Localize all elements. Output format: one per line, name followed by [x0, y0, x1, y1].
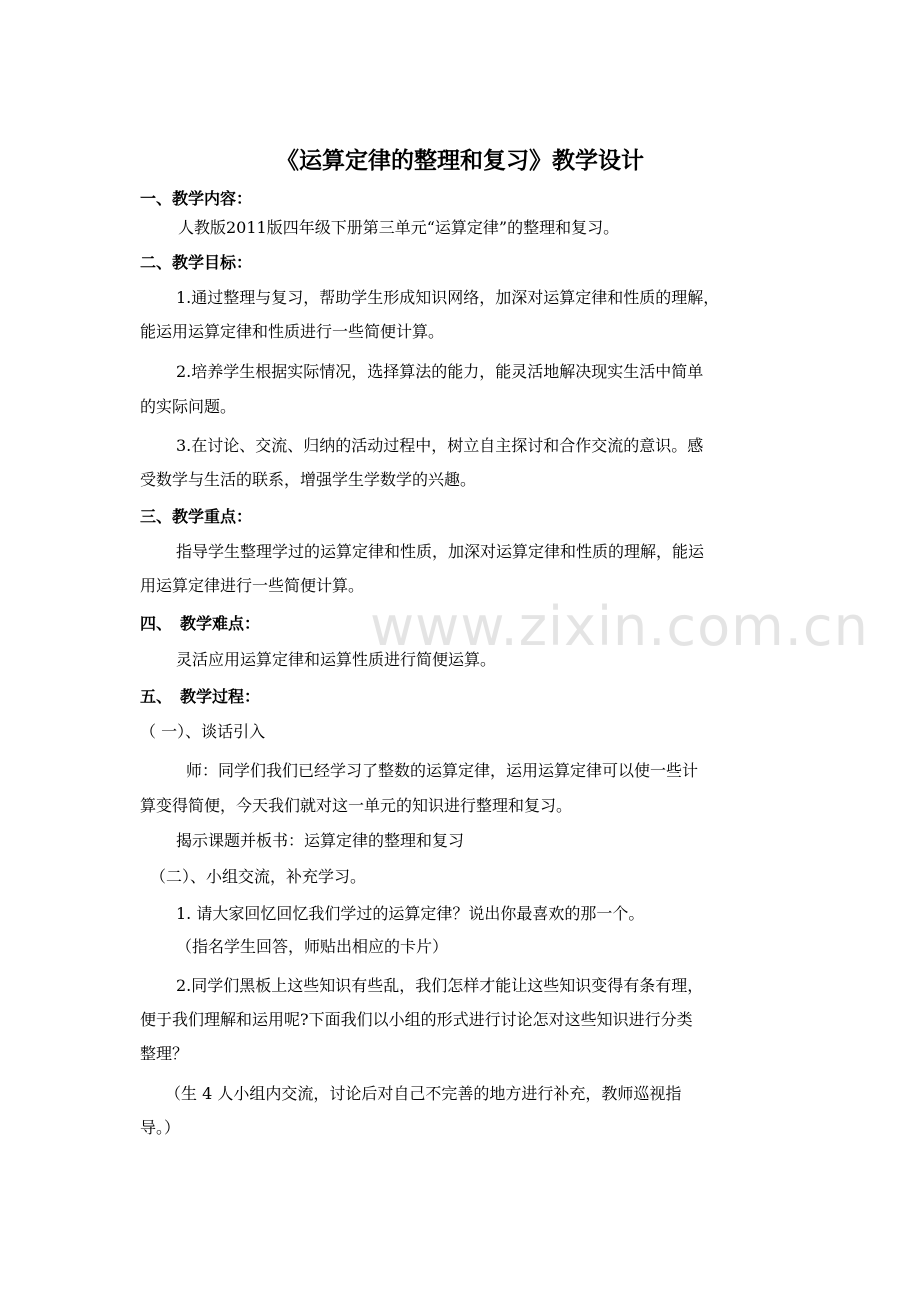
paragraph-line: 导。）: [140, 1118, 181, 1137]
paragraph-line: 的实际问题。: [140, 397, 237, 416]
section-heading-difficulties: 四、 教学难点：: [140, 614, 261, 633]
section-heading-goals: 二、教学目标：: [140, 253, 253, 272]
paragraph-line: （指名学生回答，师贴出相应的卡片）: [176, 937, 449, 956]
paragraph-line: （生 4 人小组内交流，讨论后对自己不完善的地方进行补充，教师巡视指: [165, 1084, 682, 1103]
paragraph-line: 用运算定律进行一些简便计算。: [140, 576, 365, 595]
section-heading-process: 五、 教学过程：: [140, 687, 261, 706]
paragraph-line: 整理？: [140, 1044, 189, 1063]
paragraph-line: 指导学生整理学过的运算定律和性质，加深对运算定律和性质的理解，能运: [176, 542, 705, 561]
paragraph-line: 揭示课题并板书：运算定律的整理和复习: [176, 831, 465, 850]
paragraph-line: 3.在讨论、交流、归纳的活动过程中，树立自主探讨和合作交流的意识。感: [176, 436, 704, 455]
paragraph-line: 灵活应用运算定律和运算性质进行简便运算。: [176, 650, 497, 669]
paragraph-line: 2.同学们黑板上这些知识有些乱，我们怎样才能让这些知识变得有条有理，: [176, 976, 704, 995]
paragraph-line: 人教版2011版四年级下册第三单元“运算定律”的整理和复习。: [178, 218, 620, 237]
paragraph-line: 算变得简便，今天我们就对这一单元的知识进行整理和复习。: [140, 796, 573, 815]
paragraph-line: 1. 请大家回忆回忆我们学过的运算定律？说出你最喜欢的那一个。: [176, 904, 645, 923]
paragraph-line: 能运用运算定律和性质进行一些简便计算。: [140, 322, 445, 341]
subsection-heading: （ 一）、谈话引入: [140, 722, 266, 741]
paragraph-line: 师：同学们我们已经学习了整数的运算定律，运用运算定律可以使一些计: [186, 761, 699, 780]
paragraph-line: 2.培养学生根据实际情况，选择算法的能力，能灵活地解决现实生活中简单: [176, 362, 704, 381]
watermark: www.zixin.com.cn: [370, 595, 869, 658]
paragraph-line: 受数学与生活的联系，增强学生学数学的兴趣。: [140, 470, 477, 489]
document-title: 《运算定律的整理和复习》教学设计: [276, 148, 644, 174]
subsection-heading: （二）、小组交流，补充学习。: [150, 867, 367, 886]
section-heading-key-points: 三、教学重点：: [140, 507, 253, 526]
paragraph-line: 1.通过整理与复习，帮助学生形成知识网络，加深对运算定律和性质的理解，: [176, 288, 720, 307]
section-heading-content: 一、教学内容：: [140, 189, 253, 208]
paragraph-line: 便于我们理解和运用呢?下面我们以小组的形式进行讨论怎对这些知识进行分类: [140, 1010, 693, 1029]
